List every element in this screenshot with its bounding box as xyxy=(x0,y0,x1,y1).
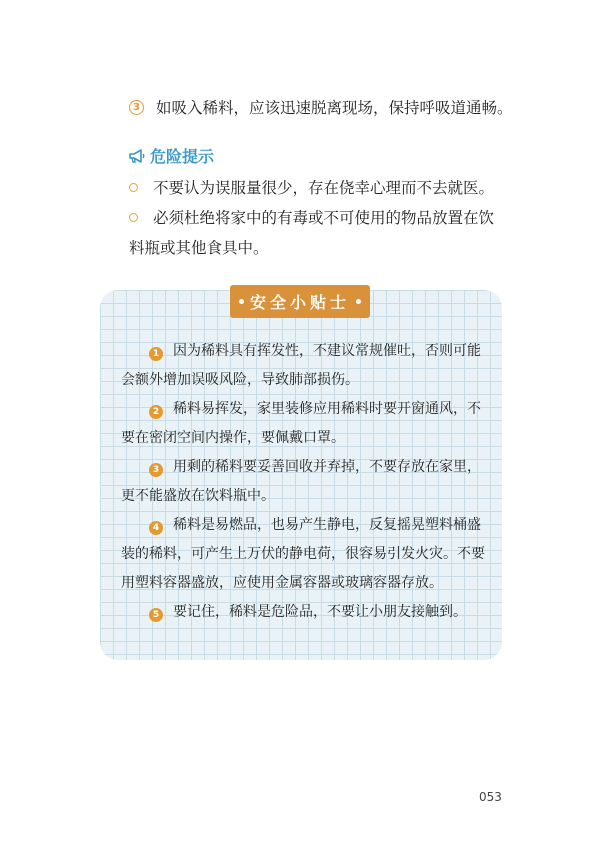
safety-tips-list xyxy=(121,337,489,627)
step-3-text: 如吸入稀料，应该迅速脱离现场，保持呼吸道通畅。 xyxy=(156,99,513,117)
step-3-marker: 3 xyxy=(129,100,144,115)
tip-text: 要记住，稀料是危险品，不要让小朋友接触到。 xyxy=(173,604,467,620)
tip-number-badge: 3 xyxy=(149,463,163,477)
tip-item xyxy=(121,337,489,395)
tip-item xyxy=(121,453,489,511)
step-3 xyxy=(129,96,513,118)
tip-number-badge: 2 xyxy=(149,405,163,419)
tip-text: 稀料是易燃品，也易产生静电，反复摇晃塑料桶盛装的稀料，可产生上万伏的静电荷，很容易引发火灾。不要用塑料容器盛放，应使用金属容器或玻璃容器存放。 xyxy=(121,517,485,591)
tip-number-badge: 4 xyxy=(149,521,163,535)
safety-tips-title: 安全小贴士 xyxy=(249,293,350,312)
tip-text: 因为稀料具有挥发性，不建议常规催吐，否则可能会额外增加误吸风险，导致肺部损伤。 xyxy=(121,343,481,388)
banner-dot-icon xyxy=(356,299,361,304)
megaphone-icon xyxy=(128,148,146,164)
danger-title: 危险提示 xyxy=(150,147,215,166)
page-number: 053 xyxy=(479,790,502,804)
danger-heading xyxy=(128,144,214,167)
tip-item xyxy=(121,395,489,453)
danger-item xyxy=(129,203,509,263)
danger-item-text: 必须杜绝将家中的有毒或不可使用的物品放置在饮 xyxy=(153,209,495,227)
tip-number-badge: 1 xyxy=(149,347,163,361)
safety-tips-banner xyxy=(230,285,370,318)
tip-text: 用剩的稀料要妥善回收并弃掉，不要存放在家里，更不能盛放在饮料瓶中。 xyxy=(121,459,481,504)
bullet-circle-icon xyxy=(129,213,138,222)
tip-text: 稀料易挥发，家里装修应用稀料时要开窗通风，不要在密闭空间内操作，要佩戴口罩。 xyxy=(121,401,481,446)
tip-number-badge: 5 xyxy=(149,608,163,622)
tip-item xyxy=(121,511,489,598)
banner-dot-icon xyxy=(239,299,244,304)
danger-item-text: 不要认为误服量很少，存在侥幸心理而不去就医。 xyxy=(153,179,495,197)
danger-item-text-continued: 料瓶或其他食具中。 xyxy=(129,239,269,257)
tip-item xyxy=(121,598,489,627)
danger-item xyxy=(129,173,509,203)
bullet-circle-icon xyxy=(129,183,138,192)
